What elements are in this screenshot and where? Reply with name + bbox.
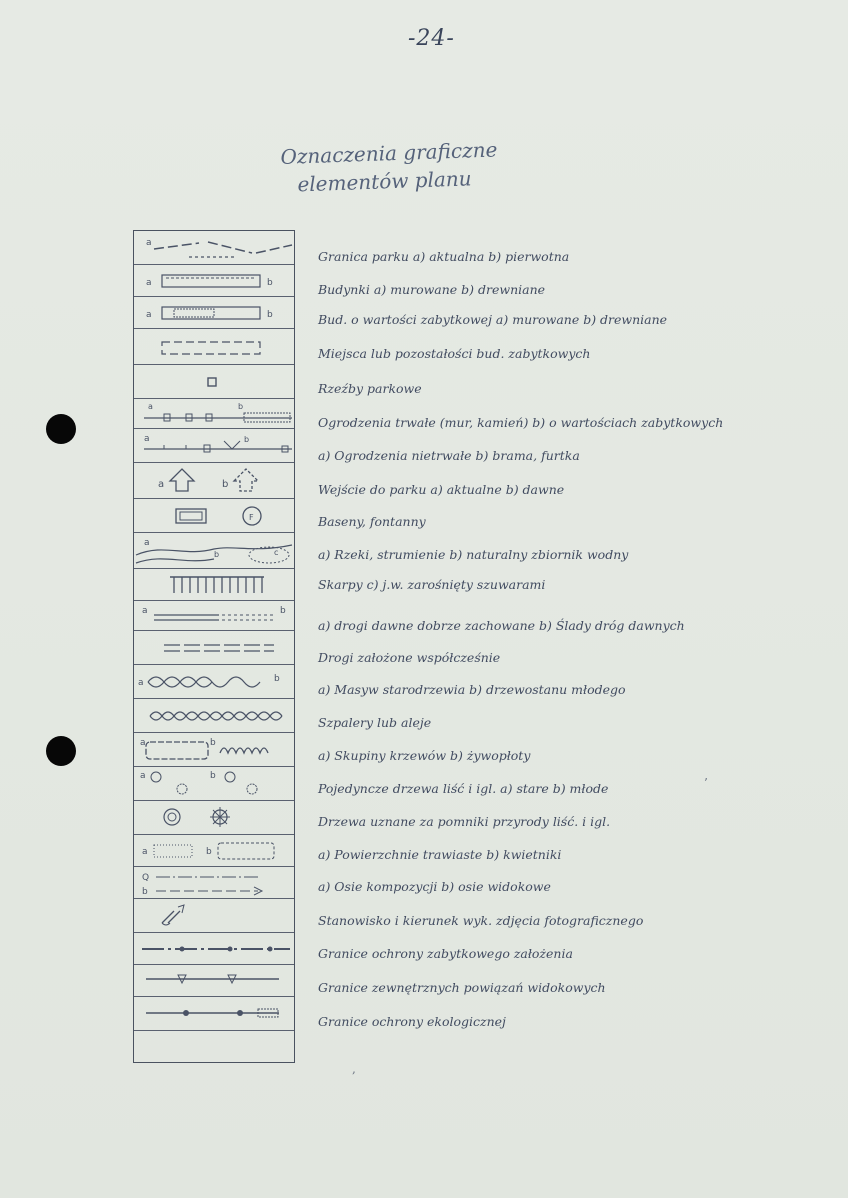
legend-label-rivers-water: a) Rzeki, strumienie b) naturalny zbiornik wodny — [318, 547, 629, 562]
legend-label-ecological-protection-boundary: Granice ochrony ekologicznej — [318, 1014, 506, 1029]
page-number: -24- — [408, 26, 455, 51]
symbol-letter-b: b — [210, 771, 216, 781]
symbol-letter-b: b — [238, 402, 244, 411]
legend-label-park-entrance: Wejście do parku a) aktualne b) dawne — [318, 482, 565, 497]
symbol-letter-a: a — [148, 402, 153, 411]
legend-label-pools-fountains: Baseny, fontanny — [318, 514, 426, 529]
symbol-letter-b: b — [244, 435, 250, 444]
legend-label-new-roads: Drogi założone współcześnie — [318, 650, 501, 665]
legend-label-external-view-links: Granice zewnętrznych powiązań widokowych — [318, 980, 606, 995]
legend-label-ruins: Miejsca lub pozostałości bud. zabytkowych — [318, 346, 591, 361]
symbol-letter-f: F — [249, 513, 254, 522]
symbol-letter-a: a — [138, 678, 144, 688]
legend-label-single-trees: Pojedyncze drzewa liść i igl. a) stare b) młode — [318, 781, 609, 796]
legend-label-old-roads: a) drogi dawne dobrze zachowane b) Ślady dróg dawnych — [318, 618, 685, 633]
symbol-letter-a: a — [142, 606, 148, 616]
symbol-letter-b: b — [267, 310, 273, 320]
stray-pencil-mark: , — [352, 1062, 356, 1076]
symbol-letter-a: a — [146, 238, 152, 248]
legend-label-tree-stands: a) Masyw starodrzewia b) drzewostanu młodego — [318, 682, 626, 697]
legend-label-park-boundary: Granica parku a) aktualna b) pierwotna — [318, 249, 570, 264]
symbol-letter-a: a — [144, 434, 150, 444]
symbol-letter-b: b — [214, 550, 220, 559]
symbol-letter-a: a — [146, 310, 152, 320]
legend-label-sculptures: Rzeźby parkowe — [318, 381, 422, 396]
title-line-2: elementów planu — [297, 166, 472, 197]
symbol-letter-a: a — [142, 847, 148, 857]
symbol-letter-b: b — [142, 887, 148, 897]
legend-label-photo-stations: Stanowisko i kierunek wyk. zdjęcia fotograficznego — [318, 913, 644, 928]
legend-label-monument-protection-boundary: Granice ochrony zabytkowego założenia — [318, 946, 573, 961]
symbol-letter-a: a — [146, 278, 152, 288]
legend-label-historic-buildings: Bud. o wartości zabytkowej a) murowane b) drewniane — [318, 312, 668, 327]
symbol-letter-b: b — [274, 674, 280, 684]
stray-pencil-mark: ’ — [704, 776, 708, 790]
legend-label-composition-axes: a) Osie kompozycji b) osie widokowe — [318, 879, 551, 894]
legend-label-escarpments: Skarpy c) j.w. zarośnięty szuwarami — [318, 577, 546, 592]
symbol-letter-b: b — [280, 606, 286, 616]
title-line-1: Oznaczenia graficzne — [280, 137, 498, 169]
legend-label-temporary-fences: a) Ogrodzenia nietrwałe b) brama, furtka — [318, 448, 580, 463]
symbol-letter-a: a — [158, 479, 165, 490]
symbol-letter-a: a — [140, 771, 146, 781]
symbol-letter-c: c — [274, 548, 279, 557]
symbol-letter-b: b — [206, 847, 212, 857]
legend-label-natural-monuments: Drzewa uznane za pomniki przyrody liść. i igl. — [318, 814, 611, 829]
legend-label-shrubs-hedges: a) Skupiny krzewów b) żywopłoty — [318, 748, 531, 763]
symbol-letter-b: b — [210, 738, 216, 748]
legend-label-permanent-fences: Ogrodzenia trwałe (mur, kamień) b) o wartościach zabytkowych — [318, 415, 724, 430]
symbol-letter-b: b — [267, 278, 273, 288]
legend-label-buildings: Budynki a) murowane b) drewniane — [318, 282, 546, 297]
legend-label-lawns-flowerbeds: a) Powierzchnie trawiaste b) kwietniki — [318, 847, 562, 862]
legend-label-alleys: Szpalery lub aleje — [318, 715, 432, 730]
symbol-letter-a: a — [144, 538, 150, 548]
symbol-letter-q: Q — [142, 873, 150, 883]
symbol-letter-b: b — [222, 479, 229, 490]
symbol-letter-a: a — [140, 738, 146, 748]
